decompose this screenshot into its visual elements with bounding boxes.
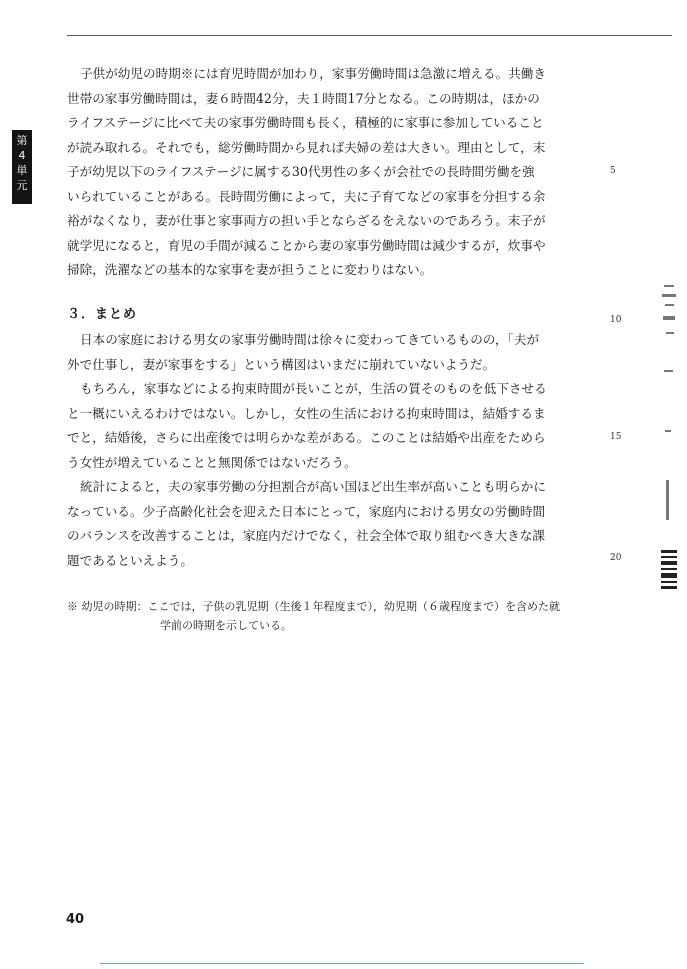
line-number: 10 bbox=[610, 315, 622, 325]
text-line: う女性が増えていることと無関係ではないだろう。 bbox=[67, 454, 357, 470]
footnote bbox=[67, 597, 627, 635]
paragraph-2 bbox=[67, 328, 607, 573]
text-line: でと，結婚後，さらに出産後では明らかな差がある。このことは結婚や出産をためら bbox=[67, 430, 546, 445]
text-line: なっている。少子高齢化社会を迎えた日本にとって，家庭内における男女の労働時間 bbox=[67, 503, 546, 519]
top-rule bbox=[67, 35, 672, 36]
unit-tab-char: 第 bbox=[16, 134, 28, 147]
text-line: 日本の家庭における男女の家事労働時間は徐々に変わってきているものの，「夫が bbox=[80, 332, 540, 347]
text-line: 子が幼児以下のライフステージに属する30代男性の多くが会社での長時間労働を強 bbox=[67, 164, 535, 179]
line-number: 20 bbox=[610, 553, 622, 563]
text-line: 世帯の家事労働時間は，妻６時間42分，夫１時間17分となる。この時期は，ほかの bbox=[67, 90, 540, 106]
section-heading: ３．まとめ bbox=[67, 307, 138, 322]
bottom-rule bbox=[100, 963, 584, 964]
text-line: と一概にいえるわけではない。しかし，女性の生活における拘束時間は，結婚するま bbox=[67, 405, 546, 421]
text-line: 外で仕事し，妻が家事をする」という構図はいまだに崩れていないようだ。 bbox=[67, 356, 496, 372]
unit-tab-char: 元 bbox=[16, 179, 28, 192]
line-number: 15 bbox=[610, 432, 622, 442]
text-line: いられていることがある。長時間労働によって，夫に子育てなどの家事を分担する余 bbox=[67, 188, 546, 204]
text-line: 掃除，洗濯などの基本的な家事を妻が担うことに変わりはない。 bbox=[67, 262, 433, 277]
line-number: 5 bbox=[610, 166, 616, 176]
paragraph-1 bbox=[67, 62, 607, 283]
page-number: 40 bbox=[66, 912, 85, 927]
binding-edge-marks bbox=[658, 280, 680, 610]
text-line: 題であるといえよう。 bbox=[67, 552, 193, 568]
unit-tab-char: 4 bbox=[18, 149, 26, 162]
text-line: が読み取れる。それでも，総労働時間から見れば夫婦の差は大きい。理由として，末 bbox=[67, 139, 546, 155]
text-line: もちろん，家事などによる拘束時間が長いことが，生活の質そのものを低下させる bbox=[80, 381, 547, 396]
footnote-line: 学前の時期を示している。 bbox=[160, 619, 292, 632]
text-line: 統計によると，夫の家事労働の分担割合が高い国ほど出生率が高いことも明らかに bbox=[80, 479, 546, 494]
text-line: のバランスを改善することは，家庭内だけでなく，社会全体で取り組むべき大きな課 bbox=[67, 528, 545, 543]
text-line: ライフステージに比べて夫の家事労働時間も長く，積極的に家事に参加していること bbox=[67, 115, 544, 130]
unit-tab bbox=[12, 130, 32, 204]
footnote-line: ※ 幼児の時期：ここでは，子供の乳児期（生後１年程度まで），幼児期（６歳程度まで）を含めた就 bbox=[67, 600, 560, 613]
unit-tab-char: 単 bbox=[16, 164, 28, 177]
text-line: 就学児になると，育児の手間が減ることから妻の家事労働時間は減少するが，炊事や bbox=[67, 237, 546, 253]
text-line: 裕がなくなり，妻が仕事と家事両方の担い手とならざるをえないのであろう。末子が bbox=[67, 213, 546, 228]
text-line: 子供が幼児の時期※には育児時間が加わり，家事労働時間は急激に増える。共働き bbox=[80, 66, 546, 81]
